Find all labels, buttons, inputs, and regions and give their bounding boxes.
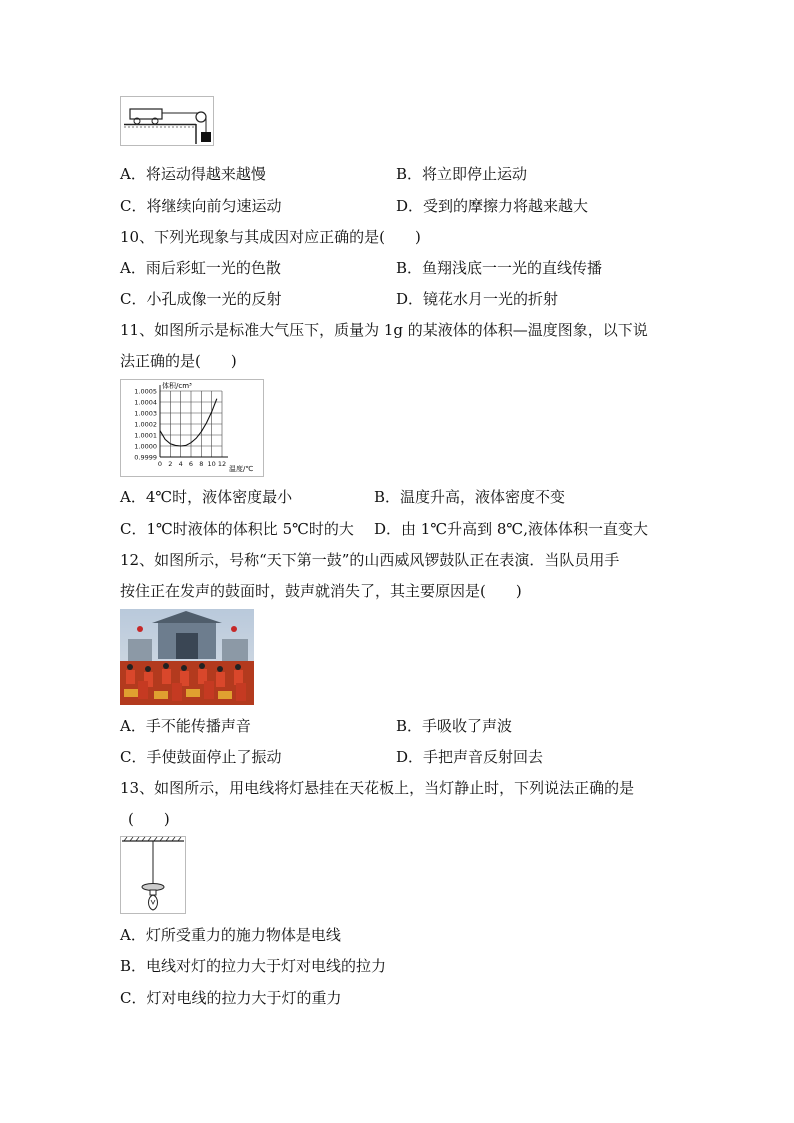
- q9-option-b: B．将立即停止运动: [396, 165, 528, 183]
- y-axis-label: 体积/cm³: [162, 382, 192, 390]
- y-tick-label: 1.0003: [134, 409, 157, 418]
- hanging-lamp-figure: [120, 836, 186, 914]
- x-axis-label: 温度/℃: [229, 465, 254, 473]
- y-tick-label: 1.0001: [134, 431, 157, 440]
- x-tick-label: 0: [157, 460, 163, 468]
- x-tick-label: 10: [207, 460, 216, 468]
- q11-stem-line1: 11、如图所示是标准大气压下，质量为 1g 的某液体的体积—温度图象，以下说: [120, 321, 648, 339]
- y-tick-label: 1.0002: [134, 420, 157, 429]
- y-tick-label: 1.0005: [134, 387, 157, 396]
- lamp-shade: [142, 884, 164, 891]
- q10-option-c: C．小孔成像一光的反射: [120, 290, 282, 308]
- x-tick-label: 4: [178, 460, 183, 468]
- q13-option-b: B．电线对灯的拉力大于灯对电线的拉力: [120, 957, 387, 975]
- y-tick-label: 1.0000: [134, 442, 157, 451]
- q12-stem-line1: 12、如图所示，号称“天下第一鼓”的山西威风锣鼓队正在表演．当队员用手: [120, 551, 620, 569]
- q13-option-a: A．灯所受重力的施力物体是电线: [120, 926, 341, 944]
- q12-stem-line2: 按住正在发声的鼓面时，鼓声就消失了，其主要原因是( ): [120, 582, 522, 600]
- x-tick-label: 12: [217, 460, 227, 468]
- q10-option-a: A．雨后彩虹一光的色散: [120, 259, 281, 277]
- q9-option-a: A．将运动得越来越慢: [120, 165, 266, 183]
- red-lantern: [137, 626, 143, 632]
- q12-option-b: B．手吸收了声波: [396, 717, 513, 735]
- q13-option-c: C．灯对电线的拉力大于灯的重力: [120, 989, 342, 1007]
- q13-stem-line1: 13、如图所示，用电线将灯悬挂在天花板上，当灯静止时，下列说法正确的是: [120, 779, 635, 797]
- q10-option-d: D．镜花水月一光的折射: [396, 290, 559, 308]
- q9-option-c: C．将继续向前匀速运动: [120, 197, 282, 215]
- volume-temperature-chart: [120, 379, 264, 477]
- hanging-weight: [201, 132, 211, 142]
- q11-option-c: C．1℃时液体的体积比 5℃时的大: [120, 520, 354, 538]
- q11-stem-line2: 法正确的是( ): [120, 352, 237, 370]
- y-tick-label: 1.0004: [134, 398, 157, 407]
- q11-option-a: A．4℃时，液体密度最小: [120, 488, 293, 506]
- q12-option-a: A．手不能传播声音: [120, 717, 251, 735]
- q12-option-c: C．手使鼓面停止了振动: [120, 748, 282, 766]
- x-tick-label: 6: [188, 460, 194, 468]
- q13-stem-line2: ( ): [128, 810, 170, 828]
- x-tick-label: 2: [168, 460, 173, 468]
- cart-pulley-figure: [120, 96, 214, 146]
- q10-option-b: B．鱼翔浅底一一光的直线传播: [396, 259, 603, 277]
- light-bulb: [149, 895, 158, 910]
- x-tick-label: 8: [199, 460, 204, 468]
- q11-option-b: B．温度升高，液体密度不变: [374, 488, 566, 506]
- red-lantern: [231, 626, 237, 632]
- q10-stem: 10、下列光现象与其成因对应正确的是( ): [120, 228, 421, 246]
- q11-option-d: D．由 1℃升高到 8℃,液体体积一直变大: [374, 520, 648, 538]
- drum-performance-photo: [120, 609, 254, 705]
- y-tick-label: 0.9999: [134, 453, 157, 462]
- q9-option-d: D．受到的摩擦力将越来越大: [396, 197, 589, 215]
- q12-option-d: D．手把声音反射回去: [396, 748, 544, 766]
- pulley: [196, 112, 206, 122]
